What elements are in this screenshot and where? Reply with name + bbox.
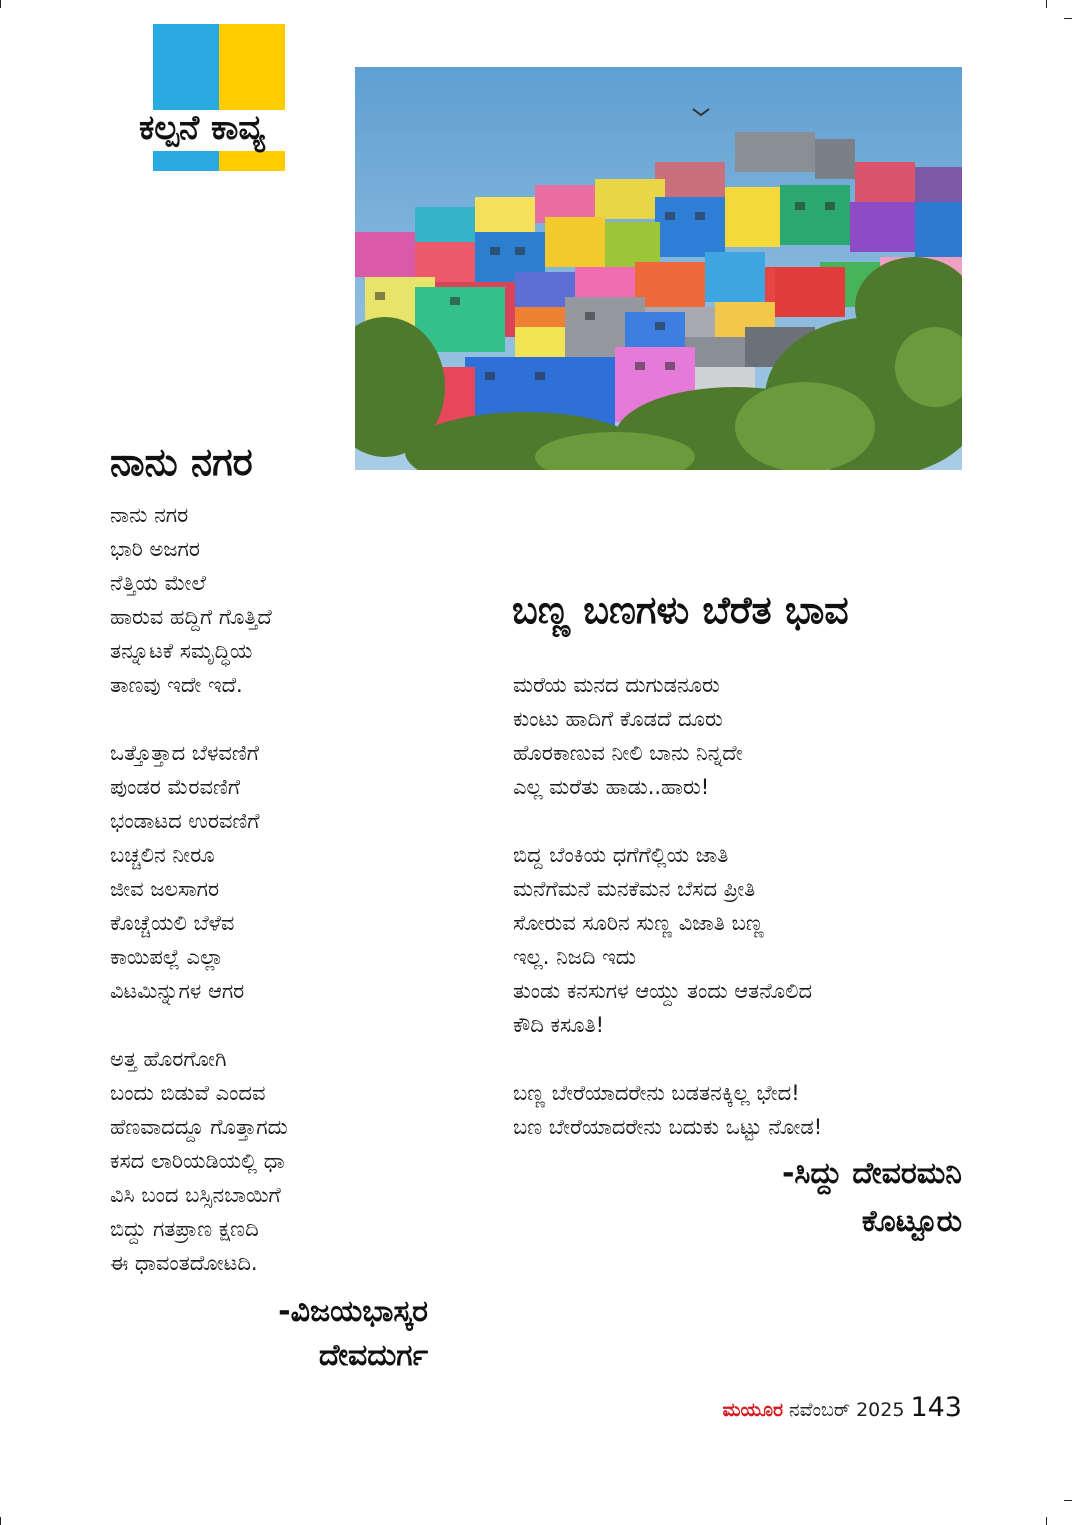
crop-mark bbox=[0, 0, 1, 8]
poem-body bbox=[110, 498, 440, 1280]
poem-line: ನೆತ್ತಿಯ ಮೇಲೆ bbox=[110, 571, 206, 595]
poem-line: ಪುಂಡರ ಮೆರವಣಿಗೆ bbox=[110, 775, 241, 799]
page-number: 143 bbox=[910, 1392, 962, 1423]
logo-yellow-block bbox=[219, 24, 285, 110]
logo-yellow-strip bbox=[219, 151, 285, 171]
poem-line: ವಿಟಮಿನ್ನುಗಳ ಆಗರ bbox=[110, 979, 245, 1003]
logo-blue-block bbox=[153, 24, 219, 110]
photo-illustration bbox=[355, 67, 962, 470]
poem-line: ತಾಣವು ಇದೇ ಇದೆ. bbox=[110, 673, 243, 697]
poem-line: ಹೊರಕಾಣುವ ನೀಲಿ ಬಾನು ನಿನ್ನದೇ bbox=[513, 741, 743, 765]
logo-blue-strip bbox=[153, 151, 219, 171]
poem-line: ಬಂದು ಬಿಡುವೆ ಎಂದವ bbox=[110, 1081, 266, 1105]
poem-line: ತನ್ನೂಟಕೆ ಸಮೃದ್ಧಿಯ bbox=[110, 639, 253, 663]
issue-date: ನವೆಂಬರ್ 2025 bbox=[789, 1399, 905, 1421]
poem-body bbox=[513, 668, 973, 1144]
page-footer bbox=[640, 1392, 962, 1423]
poem-line: ಬಚ್ಚಲಿನ ನೀರೂ bbox=[110, 843, 215, 867]
poem-title: ನಾನು ನಗರ bbox=[110, 440, 253, 484]
poem-line: ಹೆಣವಾದದ್ದೂ ಗೊತ್ತಾಗದು bbox=[110, 1115, 288, 1139]
poem-line: ಬಣ್ಣ ಬೇರೆಯಾದರೇನು ಬಡತನಕ್ಕಿಲ್ಲ ಭೇದ! bbox=[513, 1081, 800, 1105]
poem-line: ಕೊಚ್ಚೆಯಲಿ ಬೆಳೆವ bbox=[110, 911, 235, 935]
section-label: ಕಲ್ಪನೆ ಕಾವ್ಯ bbox=[139, 108, 265, 148]
author-place: ಕೊಟ್ಟೂರು bbox=[861, 1204, 962, 1239]
poem-line: ಇಲ್ಲ. ನಿಜದಿ ಇದು bbox=[513, 945, 637, 969]
poem-line: ಸೋರುವ ಸೂರಿನ ಸುಣ್ಣ ವಿಜಾತಿ ಬಣ್ಣ bbox=[513, 911, 764, 935]
poem-line: ತುಂಡು ಕನಸುಗಳ ಆಯ್ದು ತಂದು ಆತನೊಲಿದ bbox=[513, 979, 813, 1003]
author-place: ದೇವದುರ್ಗ bbox=[318, 1338, 428, 1373]
author-name: -ವಿಜಯಭಾಸ್ಕರ bbox=[278, 1294, 428, 1329]
poem-line: ಕುಂಟು ಹಾದಿಗೆ ಕೊಡದೆ ದೂರು bbox=[513, 707, 723, 731]
author-name: -ಸಿದ್ದು ದೇವರಮನಿ bbox=[781, 1156, 962, 1191]
poem-line: ನಾನು ನಗರ bbox=[110, 503, 189, 527]
poem-line: ಈ ಧಾವಂತದೋಟದಿ. bbox=[110, 1251, 258, 1275]
poem-byline bbox=[640, 1150, 962, 1246]
poem-line: ಬಿದ್ದು ಗತಪ್ರಾಣ ಕ್ಷಣದಿ bbox=[110, 1217, 259, 1241]
poem-line: ಬಣ ಬೇರೆಯಾದರೇನು ಬದುಕು ಒಟ್ಟು ನೋಡ! bbox=[513, 1115, 823, 1139]
crop-mark bbox=[1064, 18, 1072, 19]
section-logo bbox=[139, 24, 285, 171]
crop-mark bbox=[1064, 1500, 1072, 1501]
crop-mark bbox=[1046, 1517, 1047, 1525]
poem-line: ಭಾರಿ ಅಜಗರ bbox=[110, 537, 200, 561]
magazine-name: ಮಯೂರ bbox=[722, 1399, 784, 1421]
poem-byline bbox=[180, 1290, 428, 1378]
poem-line: ಎಲ್ಲ ಮರೆತು ಹಾಡು..ಹಾರು! bbox=[513, 775, 710, 799]
crop-mark bbox=[0, 1517, 1, 1525]
poem-line: ಕಾಯಿಪಲ್ಲೆ ಎಲ್ಲಾ bbox=[110, 945, 224, 969]
poem-line: ಅತ್ತ ಹೊರಗೋಗಿ bbox=[110, 1047, 227, 1071]
poem-line: ವಿಸಿ ಬಂದ ಬಸ್ಸಿನಬಾಯಿಗೆ bbox=[110, 1183, 281, 1207]
poem-line: ಭಂಡಾಟದ ಉರವಣಿಗೆ bbox=[110, 809, 260, 833]
poem-line: ಒತ್ತೊತ್ತಾದ ಬೆಳವಣಿಗೆ bbox=[110, 741, 259, 765]
poem-line: ಕೌದಿ ಕಸೂತಿ! bbox=[513, 1013, 605, 1037]
poem-line: ಮನೆಗೆಮನೆ ಮನಕೆಮನ ಬೆಸದ ಪ್ರೀತಿ bbox=[513, 877, 756, 901]
poem-line: ಮರೆಯ ಮನದ ದುಗುಡನೂರು bbox=[513, 673, 720, 697]
colorful-hillside-houses-photo bbox=[355, 67, 962, 470]
poem-title: ಬಣ್ಣ ಬಣಗಳು ಬೆರೆತ ಭಾವ bbox=[512, 588, 849, 632]
poem-line: ಹಾರುವ ಹದ್ದಿಗೆ ಗೊತ್ತಿದೆ bbox=[110, 605, 272, 629]
poem-line: ಬಿದ್ದ ಬೆಂಕಿಯ ಧಗೆಗೆಲ್ಲಿಯ ಜಾತಿ bbox=[513, 843, 729, 867]
poem-line: ಜೀವ ಜಲಸಾಗರ bbox=[110, 877, 220, 901]
poem-line: ಕಸದ ಲಾರಿಯಡಿಯಲ್ಲಿ ಧಾ bbox=[110, 1149, 285, 1173]
crop-mark bbox=[1046, 0, 1047, 8]
